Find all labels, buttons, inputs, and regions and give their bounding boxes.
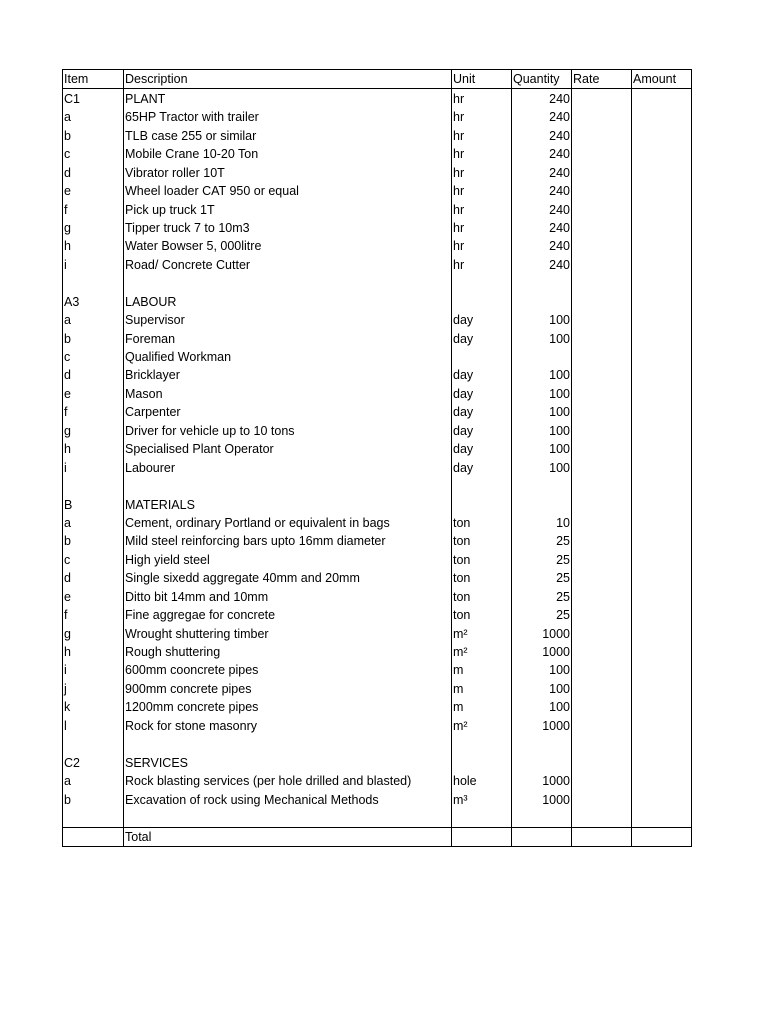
table-row	[63, 550, 692, 568]
cell-rate	[572, 624, 632, 642]
cell-quantity: 25	[512, 606, 572, 624]
table-row	[63, 679, 692, 697]
cell-amount	[632, 329, 692, 347]
cell-amount	[632, 550, 692, 568]
table-row	[63, 735, 692, 753]
cell-quantity: 240	[512, 163, 572, 181]
cell-item: g	[63, 219, 124, 237]
cell-rate	[572, 255, 632, 273]
cell-item: d	[63, 366, 124, 384]
cell-item: i	[63, 458, 124, 476]
cell-unit: day	[452, 403, 512, 421]
cell-item: h	[63, 440, 124, 458]
cell-quantity: 100	[512, 311, 572, 329]
cell-description: High yield steel	[124, 550, 452, 568]
cell-amount	[632, 606, 692, 624]
cell-item: A3	[63, 292, 124, 310]
cell-rate	[572, 237, 632, 255]
cell-rate	[572, 643, 632, 661]
cell-unit: day	[452, 366, 512, 384]
table-row	[63, 145, 692, 163]
cell-item: C2	[63, 753, 124, 771]
cell-item: k	[63, 698, 124, 716]
table-row	[63, 440, 692, 458]
cell-amount	[632, 587, 692, 605]
cell-rate	[572, 495, 632, 513]
table-row	[63, 532, 692, 550]
cell-unit: hr	[452, 255, 512, 273]
table-row	[63, 809, 692, 828]
table-row	[63, 311, 692, 329]
table-row	[63, 495, 692, 513]
cell-unit: ton	[452, 606, 512, 624]
cell-amount	[632, 311, 692, 329]
table-row	[63, 569, 692, 587]
cell-quantity	[512, 495, 572, 513]
table-row	[63, 126, 692, 144]
cell-amount	[632, 809, 692, 828]
cell-quantity: 100	[512, 366, 572, 384]
cell-quantity: 100	[512, 384, 572, 402]
table-row	[63, 403, 692, 421]
cell-unit: m	[452, 698, 512, 716]
cell-amount	[632, 255, 692, 273]
cell-description: SERVICES	[124, 753, 452, 771]
table-row	[63, 643, 692, 661]
cell-quantity	[512, 753, 572, 771]
cell-quantity	[512, 735, 572, 753]
cell-quantity: 240	[512, 182, 572, 200]
cell-rate	[572, 384, 632, 402]
cell-rate	[572, 182, 632, 200]
cell-amount	[632, 458, 692, 476]
cell-unit: day	[452, 384, 512, 402]
cell-item: g	[63, 421, 124, 439]
cell-amount	[632, 569, 692, 587]
cell-rate	[572, 698, 632, 716]
table-row	[63, 366, 692, 384]
cell-rate	[572, 440, 632, 458]
cell-rate	[572, 735, 632, 753]
cell-description: Pick up truck 1T	[124, 200, 452, 218]
cell-quantity: 100	[512, 329, 572, 347]
table-row	[63, 255, 692, 273]
cell-quantity: 240	[512, 126, 572, 144]
cell-amount	[632, 698, 692, 716]
cell-item: f	[63, 200, 124, 218]
cell-rate	[572, 569, 632, 587]
cell-quantity: 1000	[512, 772, 572, 790]
cell-description: Qualified Workman	[124, 348, 452, 366]
cell-quantity: 25	[512, 569, 572, 587]
cell-unit: hr	[452, 182, 512, 200]
cell-amount	[632, 624, 692, 642]
cell-description: Labourer	[124, 458, 452, 476]
total-amount-cell	[632, 827, 692, 846]
cell-quantity: 10	[512, 514, 572, 532]
header-quantity: Quantity	[512, 70, 572, 89]
table-row	[63, 219, 692, 237]
cell-rate	[572, 89, 632, 108]
cell-item: h	[63, 643, 124, 661]
cell-description: Rock blasting services (per hole drilled and blasted)	[124, 772, 452, 790]
cell-amount	[632, 643, 692, 661]
cell-description: Mason	[124, 384, 452, 402]
cell-rate	[572, 219, 632, 237]
total-unit-cell	[452, 827, 512, 846]
cell-item	[63, 735, 124, 753]
cell-rate	[572, 458, 632, 476]
cell-quantity	[512, 809, 572, 828]
cell-rate	[572, 366, 632, 384]
cell-description: MATERIALS	[124, 495, 452, 513]
table-row	[63, 108, 692, 126]
cell-quantity: 25	[512, 532, 572, 550]
cell-amount	[632, 219, 692, 237]
cell-rate	[572, 421, 632, 439]
table-row	[63, 477, 692, 495]
table-row	[63, 790, 692, 808]
cell-quantity: 100	[512, 661, 572, 679]
table-row	[63, 753, 692, 771]
cell-item	[63, 477, 124, 495]
cell-quantity: 25	[512, 587, 572, 605]
cell-rate	[572, 329, 632, 347]
cell-item	[63, 809, 124, 828]
cell-description: Ditto bit 14mm and 10mm	[124, 587, 452, 605]
cell-description: Foreman	[124, 329, 452, 347]
cell-amount	[632, 679, 692, 697]
cell-unit: hr	[452, 237, 512, 255]
cell-item: e	[63, 587, 124, 605]
table-row	[63, 182, 692, 200]
cell-description	[124, 274, 452, 292]
cell-description: Specialised Plant Operator	[124, 440, 452, 458]
cell-quantity: 240	[512, 200, 572, 218]
cell-description	[124, 735, 452, 753]
cell-quantity: 240	[512, 255, 572, 273]
cell-amount	[632, 126, 692, 144]
cell-amount	[632, 145, 692, 163]
cell-rate	[572, 790, 632, 808]
cell-rate	[572, 292, 632, 310]
cell-quantity: 240	[512, 237, 572, 255]
cell-rate	[572, 274, 632, 292]
table-row	[63, 661, 692, 679]
cell-amount	[632, 200, 692, 218]
cell-rate	[572, 679, 632, 697]
cell-rate	[572, 108, 632, 126]
cell-quantity: 100	[512, 458, 572, 476]
table-row	[63, 348, 692, 366]
cell-unit: day	[452, 421, 512, 439]
cell-description: Wheel loader CAT 950 or equal	[124, 182, 452, 200]
cell-amount	[632, 753, 692, 771]
cell-unit	[452, 735, 512, 753]
cell-item: g	[63, 624, 124, 642]
cell-amount	[632, 532, 692, 550]
cell-item: e	[63, 384, 124, 402]
cell-quantity	[512, 477, 572, 495]
cell-rate	[572, 606, 632, 624]
cell-rate	[572, 661, 632, 679]
cell-item: h	[63, 237, 124, 255]
cell-amount	[632, 790, 692, 808]
cell-item: a	[63, 108, 124, 126]
table-row	[63, 624, 692, 642]
cell-rate	[572, 587, 632, 605]
cell-rate	[572, 145, 632, 163]
cell-unit: m²	[452, 643, 512, 661]
cell-item: i	[63, 255, 124, 273]
cell-rate	[572, 514, 632, 532]
cell-item: d	[63, 163, 124, 181]
cell-description: Mild steel reinforcing bars upto 16mm diameter	[124, 532, 452, 550]
cell-unit	[452, 753, 512, 771]
header-description: Description	[124, 70, 452, 89]
cell-amount	[632, 348, 692, 366]
cell-unit: hr	[452, 145, 512, 163]
cell-description	[124, 809, 452, 828]
cell-description: Wrought shuttering timber	[124, 624, 452, 642]
cell-quantity: 240	[512, 219, 572, 237]
cell-item: f	[63, 403, 124, 421]
cell-description: 1200mm concrete pipes	[124, 698, 452, 716]
cell-rate	[572, 163, 632, 181]
cell-unit: m²	[452, 624, 512, 642]
cell-quantity: 1000	[512, 643, 572, 661]
cell-unit	[452, 274, 512, 292]
cell-description: Vibrator roller 10T	[124, 163, 452, 181]
cell-amount	[632, 182, 692, 200]
cell-quantity: 25	[512, 550, 572, 568]
cell-unit: hr	[452, 89, 512, 108]
table-row	[63, 274, 692, 292]
cell-item: c	[63, 145, 124, 163]
table-row	[63, 458, 692, 476]
total-item-cell	[63, 827, 124, 846]
cell-rate	[572, 753, 632, 771]
table-row	[63, 200, 692, 218]
cell-amount	[632, 108, 692, 126]
table-row	[63, 163, 692, 181]
cell-description: Single sixedd aggregate 40mm and 20mm	[124, 569, 452, 587]
cell-rate	[572, 348, 632, 366]
cell-amount	[632, 477, 692, 495]
total-label: Total	[124, 827, 452, 846]
cell-quantity: 240	[512, 89, 572, 108]
table-row	[63, 292, 692, 310]
table-row	[63, 89, 692, 108]
cell-rate	[572, 200, 632, 218]
cell-unit	[452, 292, 512, 310]
cell-quantity: 100	[512, 403, 572, 421]
cell-amount	[632, 292, 692, 310]
cell-amount	[632, 735, 692, 753]
bill-of-quantities-table	[62, 69, 692, 847]
cell-quantity: 240	[512, 145, 572, 163]
cell-unit: day	[452, 440, 512, 458]
cell-description: 900mm concrete pipes	[124, 679, 452, 697]
cell-unit	[452, 477, 512, 495]
cell-item: b	[63, 532, 124, 550]
cell-amount	[632, 403, 692, 421]
cell-description: Bricklayer	[124, 366, 452, 384]
cell-item: a	[63, 772, 124, 790]
cell-unit: hole	[452, 772, 512, 790]
cell-description: Cement, ordinary Portland or equivalent in bags	[124, 514, 452, 532]
header-rate: Rate	[572, 70, 632, 89]
cell-item: C1	[63, 89, 124, 108]
cell-rate	[572, 772, 632, 790]
cell-unit: ton	[452, 587, 512, 605]
cell-description: Water Bowser 5, 000litre	[124, 237, 452, 255]
cell-amount	[632, 514, 692, 532]
cell-item: f	[63, 606, 124, 624]
table-row	[63, 772, 692, 790]
cell-item: b	[63, 790, 124, 808]
cell-amount	[632, 89, 692, 108]
cell-description: Fine aggregae for concrete	[124, 606, 452, 624]
cell-item: l	[63, 716, 124, 734]
cell-description: Carpenter	[124, 403, 452, 421]
table-row	[63, 514, 692, 532]
cell-item: B	[63, 495, 124, 513]
cell-description: PLANT	[124, 89, 452, 108]
cell-item: j	[63, 679, 124, 697]
cell-quantity: 1000	[512, 716, 572, 734]
cell-description	[124, 477, 452, 495]
total-rate-cell	[572, 827, 632, 846]
cell-amount	[632, 274, 692, 292]
header-item: Item	[63, 70, 124, 89]
table-row	[63, 384, 692, 402]
cell-quantity: 1000	[512, 790, 572, 808]
table-row	[63, 716, 692, 734]
cell-unit: hr	[452, 163, 512, 181]
total-row	[63, 827, 692, 846]
cell-description: Tipper truck 7 to 10m3	[124, 219, 452, 237]
table-row	[63, 421, 692, 439]
cell-item: b	[63, 329, 124, 347]
cell-unit: day	[452, 458, 512, 476]
cell-unit: day	[452, 329, 512, 347]
cell-item: e	[63, 182, 124, 200]
header-row	[63, 70, 692, 89]
cell-rate	[572, 126, 632, 144]
cell-description: 65HP Tractor with trailer	[124, 108, 452, 126]
cell-description: Supervisor	[124, 311, 452, 329]
cell-item: b	[63, 126, 124, 144]
cell-unit: hr	[452, 200, 512, 218]
cell-quantity	[512, 292, 572, 310]
cell-item: i	[63, 661, 124, 679]
cell-unit: hr	[452, 219, 512, 237]
table-row	[63, 237, 692, 255]
cell-quantity: 100	[512, 679, 572, 697]
cell-unit: ton	[452, 550, 512, 568]
cell-unit	[452, 348, 512, 366]
cell-amount	[632, 440, 692, 458]
cell-amount	[632, 366, 692, 384]
cell-item: a	[63, 514, 124, 532]
table-row	[63, 698, 692, 716]
cell-quantity: 100	[512, 421, 572, 439]
cell-unit	[452, 495, 512, 513]
cell-amount	[632, 772, 692, 790]
table-row	[63, 329, 692, 347]
header-unit: Unit	[452, 70, 512, 89]
cell-unit: hr	[452, 108, 512, 126]
cell-rate	[572, 716, 632, 734]
cell-unit: m²	[452, 716, 512, 734]
header-amount: Amount	[632, 70, 692, 89]
cell-unit: m³	[452, 790, 512, 808]
cell-unit: hr	[452, 126, 512, 144]
cell-description: Road/ Concrete Cutter	[124, 255, 452, 273]
cell-quantity	[512, 348, 572, 366]
cell-rate	[572, 532, 632, 550]
cell-quantity	[512, 274, 572, 292]
cell-description: Mobile Crane 10-20 Ton	[124, 145, 452, 163]
cell-unit	[452, 809, 512, 828]
cell-unit: ton	[452, 514, 512, 532]
cell-amount	[632, 163, 692, 181]
cell-unit: m	[452, 661, 512, 679]
cell-amount	[632, 421, 692, 439]
cell-amount	[632, 661, 692, 679]
cell-description: TLB case 255 or similar	[124, 126, 452, 144]
cell-description: LABOUR	[124, 292, 452, 310]
cell-unit: ton	[452, 532, 512, 550]
table-row	[63, 587, 692, 605]
cell-rate	[572, 403, 632, 421]
cell-description: Driver for vehicle up to 10 tons	[124, 421, 452, 439]
cell-amount	[632, 716, 692, 734]
total-quantity-cell	[512, 827, 572, 846]
cell-description: Rock for stone masonry	[124, 716, 452, 734]
cell-amount	[632, 384, 692, 402]
cell-rate	[572, 477, 632, 495]
cell-unit: ton	[452, 569, 512, 587]
cell-item: c	[63, 550, 124, 568]
cell-rate	[572, 550, 632, 568]
cell-item	[63, 274, 124, 292]
cell-description: Rough shuttering	[124, 643, 452, 661]
cell-unit: day	[452, 311, 512, 329]
cell-quantity: 1000	[512, 624, 572, 642]
cell-description: Excavation of rock using Mechanical Methods	[124, 790, 452, 808]
cell-amount	[632, 495, 692, 513]
cell-item: a	[63, 311, 124, 329]
table-body	[63, 89, 692, 828]
cell-quantity: 240	[512, 108, 572, 126]
table-row	[63, 606, 692, 624]
cell-item: d	[63, 569, 124, 587]
cell-rate	[572, 809, 632, 828]
cell-rate	[572, 311, 632, 329]
cell-unit: m	[452, 679, 512, 697]
cell-item: c	[63, 348, 124, 366]
cell-quantity: 100	[512, 698, 572, 716]
cell-quantity: 100	[512, 440, 572, 458]
cell-amount	[632, 237, 692, 255]
cell-description: 600mm cooncrete pipes	[124, 661, 452, 679]
